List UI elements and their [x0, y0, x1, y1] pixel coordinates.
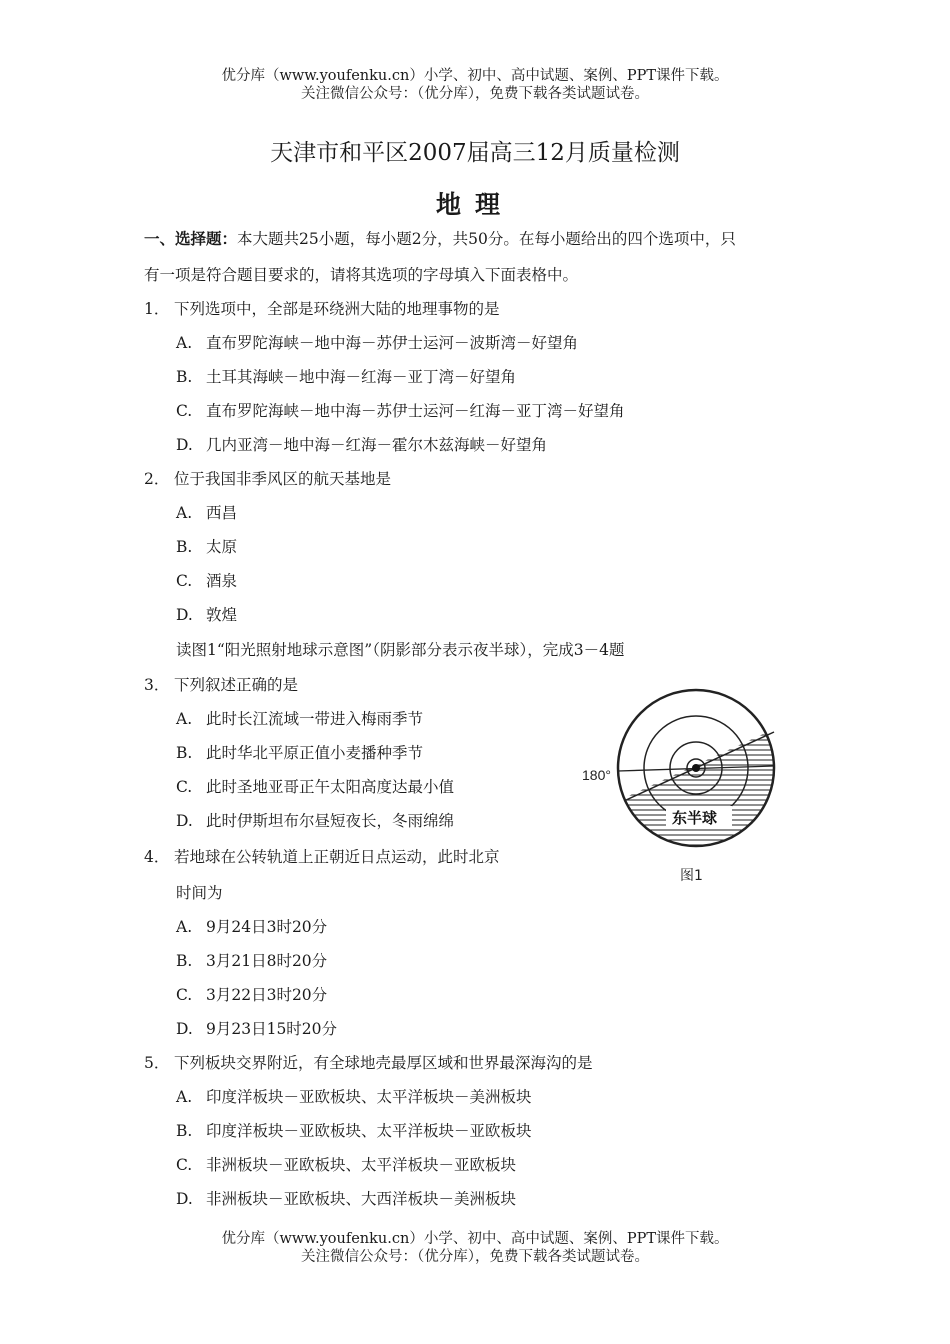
- header-line-1: 优分库（www.youfenku.cn）小学、初中、高中试题、案例、PPT课件下载。: [221, 68, 729, 84]
- option-3a: [176, 707, 423, 729]
- footer-line-2: 关注微信公众号：（优分库），免费下载各类试题试卷。: [301, 1249, 649, 1265]
- option-text: 印度洋板块－亚欧板块、太平洋板块－美洲板块: [206, 1088, 532, 1106]
- option-letter: B.: [176, 1122, 193, 1140]
- option-letter: C.: [176, 402, 193, 420]
- option-text: 此时长江流域一带进入梅雨季节: [206, 710, 424, 728]
- option-text: 敦煌: [206, 606, 238, 624]
- option-letter: B.: [176, 538, 193, 556]
- question-5: [144, 1051, 593, 1073]
- option-letter: A.: [176, 918, 193, 936]
- option-2b: [176, 535, 237, 557]
- option-letter: C.: [176, 572, 193, 590]
- question-number: 4．: [144, 848, 170, 866]
- option-letter: A.: [176, 504, 193, 522]
- option-4b: [176, 949, 327, 971]
- question-number: 1．: [144, 300, 170, 318]
- option-letter: A.: [176, 1088, 193, 1106]
- option-letter: D.: [176, 606, 193, 624]
- option-3b: [176, 741, 423, 763]
- option-4a: [176, 915, 327, 937]
- option-text: 9月23日15时20分: [206, 1020, 338, 1038]
- option-letter: A.: [176, 334, 193, 352]
- option-text: 非洲板块－亚欧板块、太平洋板块－亚欧板块: [206, 1156, 517, 1174]
- question-number: 5．: [144, 1054, 170, 1072]
- section-intro: [144, 227, 736, 249]
- question-1: [144, 297, 500, 319]
- option-text: 此时伊斯坦布尔昼短夜长，冬雨绵绵: [206, 812, 455, 830]
- option-letter: C.: [176, 778, 193, 796]
- question-2: [144, 467, 391, 489]
- option-text: 3月21日8时20分: [206, 952, 328, 970]
- hemisphere-label: 东半球: [672, 809, 718, 827]
- option-2c: [176, 569, 237, 591]
- option-text: 非洲板块－亚欧板块、大西洋板块－美洲板块: [206, 1190, 517, 1208]
- section-text-1: 本大题共25小题，每小题2分，共50分。在每小题给出的四个选项中，只: [237, 230, 736, 248]
- option-text: 直布罗陀海峡－地中海－苏伊士运河－红海－亚丁湾－好望角: [206, 402, 625, 420]
- option-text: 3月22日3时20分: [206, 986, 328, 1004]
- option-letter: D.: [176, 1020, 193, 1038]
- section-text-2: 有一项是符合题目要求的，请将其选项的字母填入下面表格中。: [144, 266, 579, 284]
- subject-title: 地理: [435, 190, 514, 219]
- option-letter: D.: [176, 812, 193, 830]
- option-3c: [176, 775, 454, 797]
- question-stem: 下列板块交界附近，有全球地壳最厚区域和世界最深海沟的是: [174, 1054, 593, 1072]
- north-pole-dot: [692, 764, 700, 772]
- option-text: 9月24日3时20分: [206, 918, 328, 936]
- option-letter: B.: [176, 744, 193, 762]
- option-4c: [176, 983, 327, 1005]
- option-letter: A.: [176, 710, 193, 728]
- option-5b: [176, 1119, 532, 1141]
- section-label: 一、选择题：: [144, 229, 238, 248]
- question-stem: 下列叙述正确的是: [174, 676, 299, 694]
- question-number: 3．: [144, 676, 170, 694]
- option-text: 此时圣地亚哥正午太阳高度达最小值: [206, 778, 455, 796]
- question-stem: 若地球在公转轨道上正朝近日点运动，此时北京: [174, 848, 500, 866]
- figure-caption: 图1: [680, 868, 703, 884]
- question-number: 2．: [144, 470, 170, 488]
- option-5a: [176, 1085, 532, 1107]
- page-title: 天津市和平区2007届高三12月质量检测: [270, 140, 680, 166]
- question-4: [144, 845, 500, 867]
- header-line-2: 关注微信公众号：（优分库），免费下载各类试题试卷。: [301, 86, 649, 102]
- option-text: 土耳其海峡－地中海－红海－亚丁湾－好望角: [206, 368, 517, 386]
- option-text: 几内亚湾－地中海－红海－霍尔木兹海峡－好望角: [206, 436, 548, 454]
- option-text: 西昌: [206, 504, 238, 522]
- longitude-label: 180°: [582, 767, 611, 783]
- option-1a: [176, 331, 578, 353]
- question-stem: 位于我国非季风区的航天基地是: [174, 470, 392, 488]
- question-3: [144, 673, 298, 695]
- option-letter: D.: [176, 436, 193, 454]
- option-letter: B.: [176, 952, 193, 970]
- option-4d: [176, 1017, 337, 1039]
- option-letter: B.: [176, 368, 193, 386]
- option-letter: C.: [176, 986, 193, 1004]
- option-1b: [176, 365, 516, 387]
- option-text: 酒泉: [206, 572, 238, 590]
- option-2d: [176, 603, 237, 625]
- earth-illumination-diagram: [578, 688, 778, 888]
- question-stem: 下列选项中，全部是环绕洲大陆的地理事物的是: [174, 300, 500, 318]
- option-text: 直布罗陀海峡－地中海－苏伊士运河－波斯湾－好望角: [206, 334, 579, 352]
- option-1c: [176, 399, 625, 421]
- option-3d: [176, 809, 454, 831]
- option-2a: [176, 501, 237, 523]
- option-text: 此时华北平原正值小麦播种季节: [206, 744, 424, 762]
- option-text: 太原: [206, 538, 238, 556]
- option-5c: [176, 1153, 516, 1175]
- option-text: 印度洋板块－亚欧板块、太平洋板块－亚欧板块: [206, 1122, 532, 1140]
- question-4-stem-continued: 时间为: [176, 884, 223, 902]
- option-5d: [176, 1187, 516, 1209]
- option-letter: D.: [176, 1190, 193, 1208]
- footer-line-1: 优分库（www.youfenku.cn）小学、初中、高中试题、案例、PPT课件下载。: [221, 1231, 729, 1247]
- reading-prompt: 读图1“阳光照射地球示意图”（阴影部分表示夜半球），完成3－4题: [176, 641, 625, 659]
- option-1d: [176, 433, 547, 455]
- option-letter: C.: [176, 1156, 193, 1174]
